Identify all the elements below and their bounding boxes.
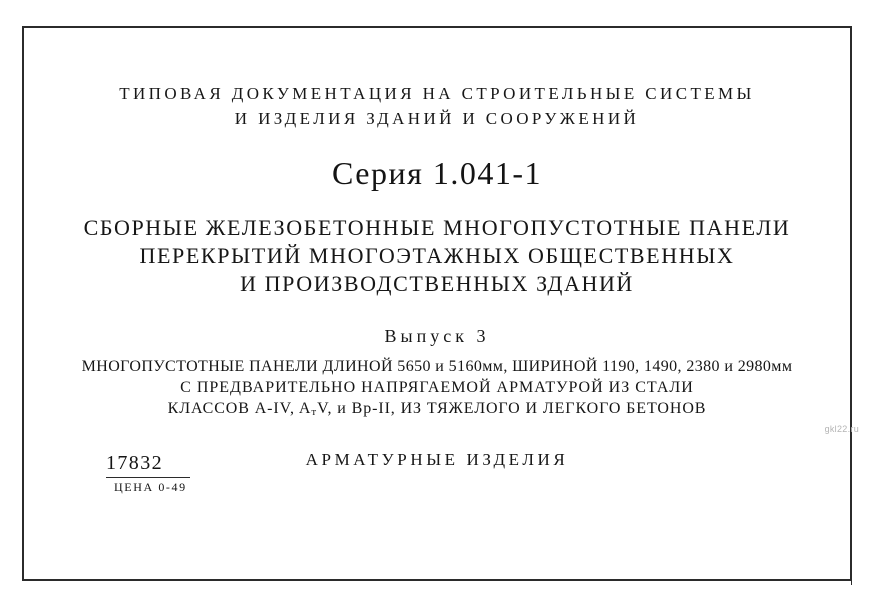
title-line-1: СБОРНЫЕ ЖЕЛЕЗОБЕТОННЫЕ МНОГОПУСТОТНЫЕ ПАНЕЛИ [83,215,791,240]
spec-line-1: МНОГОПУСТОТНЫЕ ПАНЕЛИ ДЛИНОЙ 5650 и 5160мм, ШИРИНОЙ 1190, 1490, 2380 и 2980мм [81,358,793,376]
watermark-label: gkl22.ru [824,424,859,434]
document-content [22,26,852,581]
header-line-1: ТИПОВАЯ ДОКУМЕНТАЦИЯ НА СТРОИТЕЛЬНЫЕ СИСТЕМЫ [119,84,755,103]
spec-line-3-part-1: КЛАССОВ A-IV, A [167,400,312,418]
stamp-block [106,452,190,495]
spec-line-3 [46,399,828,420]
section-title: АРМАТУРНЫЕ ИЗДЕЛИЯ [305,449,569,469]
spec-line-3-subscript: т [311,406,318,419]
spec-line-3-part-2: V, и Вр-II, ИЗ ТЯЖЕЛОГО И ЛЕГКОГО БЕТОНОВ [317,400,707,418]
title-line-2: ПЕРЕКРЫТИЙ МНОГОЭТАЖНЫХ ОБЩЕСТВЕННЫХ [139,243,735,269]
series-number: Серия 1.041-1 [332,155,542,191]
title-line-3: И ПРОИЗВОДСТВЕННЫХ ЗДАНИЙ [240,271,634,297]
stamp-divider [106,477,190,478]
header-line-2: И ИЗДЕЛИЯ ЗДАНИЙ И СООРУЖЕНИЙ [234,109,640,128]
issue-number: Выпуск 3 [384,326,490,347]
stamp-price: ЦЕНА 0-49 [114,480,187,494]
specification-block [46,357,828,419]
stamp-number: 17832 [106,452,163,474]
document-title [46,214,828,298]
spec-line-2: С ПРЕДВАРИТЕЛЬНО НАПРЯГАЕМОЙ АРМАТУРОЙ ИЗ СТАЛИ [180,379,694,397]
